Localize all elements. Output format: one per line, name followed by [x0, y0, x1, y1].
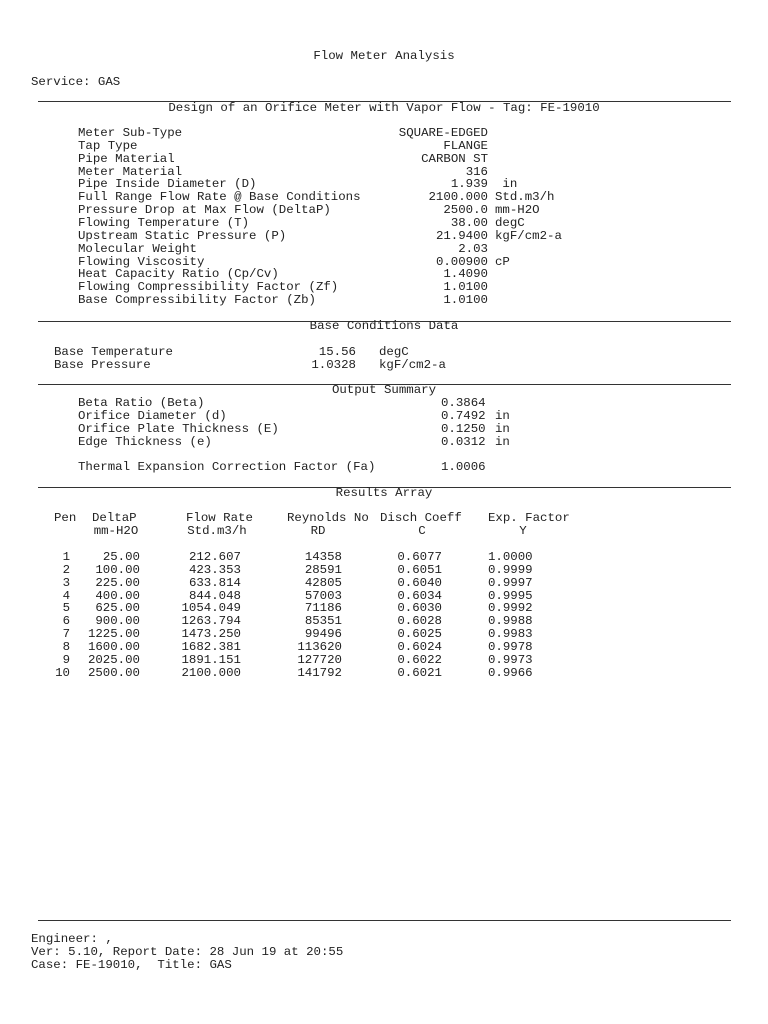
table-cell: 0.6022 — [397, 652, 442, 667]
table-cell: 141792 — [297, 665, 342, 680]
design-heading: Design of an Orifice Meter with Vapor Flow - Tag: FE-19010 — [168, 101, 600, 115]
reynolds-unit: RD — [310, 524, 326, 538]
table-cell: 7 — [62, 627, 70, 642]
design-row-label: Molecular Weight — [78, 241, 197, 256]
fa-value: 1.0006 — [441, 460, 486, 474]
results-heading: Results Array — [335, 486, 433, 500]
table-cell: 99496 — [304, 627, 342, 642]
base-row-unit: kgF/cm2-a — [379, 357, 446, 372]
footer-case: Case: FE-19010, Title: GAS — [31, 958, 232, 972]
table-cell: 1263.794 — [181, 614, 241, 629]
design-row-unit: in — [495, 177, 518, 192]
table-cell: 1473.250 — [181, 627, 241, 642]
table-cell: 0.6024 — [397, 639, 442, 654]
table-cell: 8 — [62, 639, 70, 654]
table-cell: 900.00 — [95, 614, 140, 629]
design-row-unit: degC — [495, 215, 525, 230]
table-cell: 0.6077 — [397, 550, 442, 564]
table-cell: 9 — [62, 652, 70, 667]
base-conditions-heading: Base Conditions Data — [309, 319, 459, 333]
design-row-value: FLANGE — [443, 138, 488, 153]
design-row-value: 38.00 — [450, 215, 488, 230]
footer-engineer: Engineer: , — [31, 932, 113, 946]
disch-coeff-unit: C — [418, 524, 426, 538]
output-row-label: Edge Thickness (e) — [78, 434, 212, 449]
table-cell: 423.353 — [188, 562, 241, 577]
output-row-value: 0.7492 — [441, 408, 486, 423]
design-row-value: 316 — [465, 164, 488, 179]
table-cell: 0.6051 — [397, 562, 442, 577]
table-cell: 3 — [62, 575, 70, 590]
table-cell: 0.6028 — [397, 614, 442, 629]
table-cell: 225.00 — [95, 575, 140, 590]
design-row-unit: mm-H2O — [495, 203, 540, 218]
table-cell: 1054.049 — [181, 601, 241, 616]
design-row-label: Heat Capacity Ratio (Cp/Cv) — [78, 267, 279, 282]
fa-label: Thermal Expansion Correction Factor (Fa) — [78, 460, 376, 474]
table-cell: 85351 — [304, 614, 342, 629]
design-row-value: 1.4090 — [443, 267, 488, 282]
design-row-label: Flowing Compressibility Factor (Zf) — [78, 280, 339, 295]
deltap-header: DeltaP — [92, 511, 137, 525]
design-row-unit: cP — [495, 254, 510, 269]
design-row-label: Base Compressibility Factor (Zb) — [78, 293, 316, 308]
table-cell: 0.6021 — [397, 665, 442, 680]
output-row-unit: in — [495, 434, 510, 449]
output-summary-heading: Output Summary — [331, 383, 437, 397]
output-row-label: Beta Ratio (Beta) — [78, 396, 205, 410]
table-cell: 25.00 — [102, 550, 140, 564]
design-row-value: 1.0100 — [443, 293, 488, 308]
table-cell: 0.9995 — [488, 588, 533, 603]
table-cell: 844.048 — [188, 588, 241, 603]
table-cell: 1 — [62, 550, 70, 564]
base-row-value: 15.56 — [318, 345, 356, 359]
design-row-label: Full Range Flow Rate @ Base Conditions — [78, 190, 361, 205]
output-row-value: 0.0312 — [441, 434, 486, 449]
table-cell: 212.607 — [188, 550, 241, 564]
design-row-value: 0.00900 — [435, 254, 488, 269]
table-cell: 400.00 — [95, 588, 140, 603]
design-row-unit: kgF/cm2-a — [495, 228, 562, 243]
table-cell: 71186 — [304, 601, 342, 616]
output-row-label: Orifice Diameter (d) — [78, 408, 227, 423]
table-cell: 10 — [55, 665, 70, 680]
table-cell: 0.9992 — [488, 601, 533, 616]
design-row-label: Upstream Static Pressure (P) — [78, 228, 287, 243]
table-cell: 0.9973 — [488, 652, 533, 667]
design-row-label: Flowing Viscosity — [78, 254, 205, 269]
output-row-label: Orifice Plate Thickness (E) — [78, 421, 279, 436]
design-row-value: 1.939 — [450, 177, 488, 192]
design-row-value: 1.0100 — [443, 280, 488, 295]
exp-factor-header: Exp. Factor — [488, 511, 570, 525]
table-cell: 1.0000 — [488, 550, 533, 564]
table-cell: 0.9999 — [488, 562, 533, 577]
table-cell: 2 — [62, 562, 70, 577]
exp-factor-unit: Y — [519, 524, 527, 538]
deltap-unit: mm-H2O — [93, 524, 139, 538]
design-row-label: Meter Sub-Type — [78, 126, 183, 140]
table-cell: 42805 — [304, 575, 342, 590]
pen-header: Pen — [54, 511, 77, 525]
table-cell: 0.6040 — [397, 575, 442, 590]
design-row-label: Flowing Temperature (T) — [78, 215, 250, 230]
table-cell: 0.9997 — [488, 575, 533, 590]
output-row-unit: in — [495, 421, 510, 436]
design-row-label: Pipe Inside Diameter (D) — [78, 177, 257, 192]
table-cell: 1600.00 — [87, 639, 140, 654]
table-cell: 0.9966 — [488, 665, 533, 680]
disch-coeff-header: Disch Coeff — [380, 511, 462, 525]
table-cell: 2500.00 — [87, 665, 140, 680]
table-cell: 1225.00 — [87, 627, 140, 642]
service-label: Service: GAS — [31, 75, 121, 89]
design-row-label: Meter Material — [78, 164, 183, 179]
design-row-label: Pipe Material — [78, 151, 175, 166]
design-row-value: SQUARE-EDGED — [398, 126, 488, 140]
table-cell: 57003 — [304, 588, 342, 603]
base-row-value: 1.0328 — [311, 357, 356, 372]
flow-rate-unit: Std.m3/h — [187, 524, 247, 538]
footer-version: Ver: 5.10, Report Date: 28 Jun 19 at 20:55 — [31, 945, 344, 959]
table-cell: 0.6030 — [397, 601, 442, 616]
design-row-label: Tap Type — [78, 138, 138, 153]
table-cell: 28591 — [304, 562, 342, 577]
design-row-value: 21.9400 — [435, 228, 488, 243]
output-row-value: 0.3864 — [441, 396, 486, 410]
table-cell: 113620 — [297, 639, 342, 654]
table-cell: 100.00 — [95, 562, 140, 577]
table-cell: 633.814 — [188, 575, 241, 590]
design-row-value: 2500.0 — [443, 203, 488, 218]
table-cell: 0.9978 — [488, 639, 533, 654]
table-cell: 14358 — [304, 550, 342, 564]
report-title: Flow Meter Analysis — [313, 49, 455, 63]
design-row-value: 2100.000 — [428, 190, 488, 205]
base-row-label: Base Temperature — [54, 345, 173, 359]
table-cell: 6 — [62, 614, 70, 629]
table-cell: 5 — [62, 601, 70, 616]
output-row-value: 0.1250 — [441, 421, 486, 436]
output-row-unit: in — [495, 408, 510, 423]
table-cell: 0.9983 — [488, 627, 533, 642]
base-row-unit: degC — [379, 345, 409, 359]
table-cell: 4 — [62, 588, 70, 603]
reynolds-header: Reynolds No — [287, 511, 369, 525]
table-cell: 2100.000 — [181, 665, 241, 680]
table-cell: 0.6034 — [397, 588, 442, 603]
table-cell: 127720 — [297, 652, 342, 667]
divider — [38, 920, 731, 921]
design-row-value: 2.03 — [458, 241, 488, 256]
design-row-label: Pressure Drop at Max Flow (DeltaP) — [78, 203, 331, 218]
table-cell: 1682.381 — [181, 639, 241, 654]
table-cell: 0.9988 — [488, 614, 533, 629]
table-cell: 625.00 — [95, 601, 140, 616]
design-row-value: CARBON ST — [421, 151, 488, 166]
table-cell: 0.6025 — [397, 627, 442, 642]
table-cell: 2025.00 — [87, 652, 140, 667]
table-cell: 1891.151 — [181, 652, 241, 667]
flow-rate-header: Flow Rate — [186, 511, 253, 525]
base-row-label: Base Pressure — [54, 357, 151, 372]
design-row-unit: Std.m3/h — [495, 190, 555, 205]
